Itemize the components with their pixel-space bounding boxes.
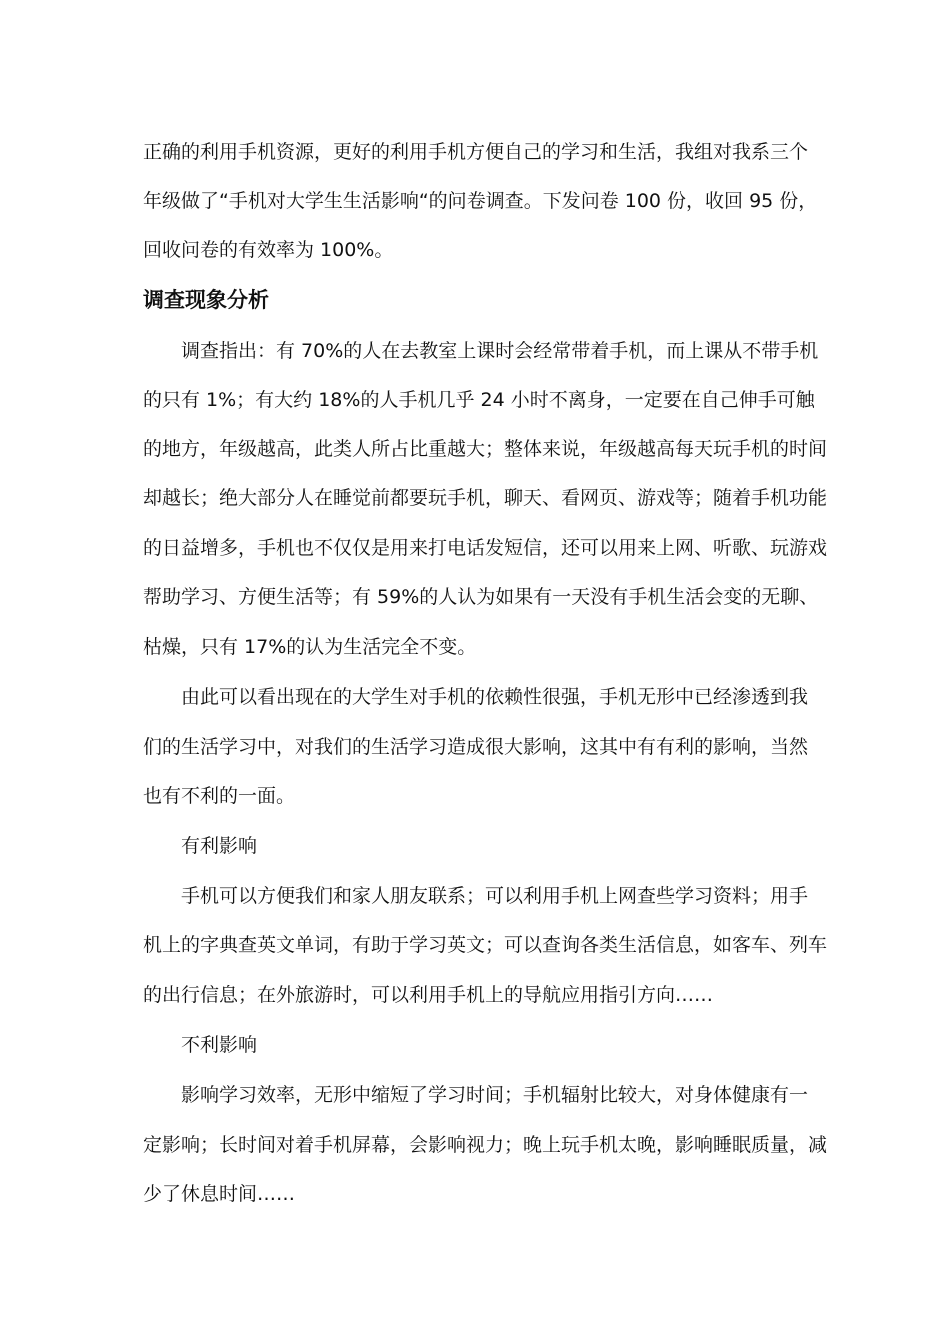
negative-title: 不利影响 xyxy=(181,1034,258,1056)
intro-line-2: 年级做了“手机对大学生生活影响“的问卷调查。下发问卷 100 份，收回 95 份， xyxy=(143,190,818,212)
negative-line-1: 影响学习效率，无形中缩短了学习时间；手机辐射比较大，对身体健康有一 xyxy=(181,1084,809,1106)
findings-line-1: 调查指出：有 70%的人在去教室上课时会经常带着手机，而上课从不带手机 xyxy=(181,340,819,362)
findings-line-4: 却越长；绝大部分人在睡觉前都要玩手机，聊天、看网页、游戏等；随着手机功能 xyxy=(143,487,828,509)
section-heading: 调查现象分析 xyxy=(143,288,269,312)
intro-line-3: 回收问卷的有效率为 100%。 xyxy=(143,239,394,261)
positive-line-3: 的出行信息；在外旅游时，可以利用手机上的导航应用指引方向…… xyxy=(143,984,714,1006)
findings-line-3: 的地方，年级越高，此类人所占比重越大；整体来说，年级越高每天玩手机的时间 xyxy=(143,438,828,460)
intro-line-1: 正确的利用手机资源，更好的利用手机方便自己的学习和生活，我组对我系三个 xyxy=(143,141,809,163)
positive-title: 有利影响 xyxy=(181,835,258,857)
positive-line-2: 机上的字典查英文单词，有助于学习英文；可以查询各类生活信息，如客车、列车 xyxy=(143,934,828,956)
findings-line-2: 的只有 1%；有大约 18%的人手机几乎 24 小时不离身，一定要在自己伸手可触 xyxy=(143,389,815,411)
conclusion-line-2: 们的生活学习中，对我们的生活学习造成很大影响，这其中有有利的影响，当然 xyxy=(143,736,809,758)
positive-line-1: 手机可以方便我们和家人朋友联系；可以利用手机上网查些学习资料；用手 xyxy=(181,885,809,907)
findings-line-5: 的日益增多，手机也不仅仅是用来打电话发短信，还可以用来上网、听歌、玩游戏 xyxy=(143,537,828,559)
negative-line-3: 少了休息时间…… xyxy=(143,1183,296,1205)
findings-line-6: 帮助学习、方便生活等；有 59%的人认为如果有一天没有手机生活会变的无聊、 xyxy=(143,586,819,608)
conclusion-line-1: 由此可以看出现在的大学生对手机的依赖性很强，手机无形中已经渗透到我 xyxy=(181,686,809,708)
negative-line-2: 定影响；长时间对着手机屏幕，会影响视力；晚上玩手机太晚，影响睡眠质量，减 xyxy=(143,1134,828,1156)
conclusion-line-3: 也有不利的一面。 xyxy=(143,785,296,807)
findings-line-7: 枯燥，只有 17%的认为生活完全不变。 xyxy=(143,636,477,658)
